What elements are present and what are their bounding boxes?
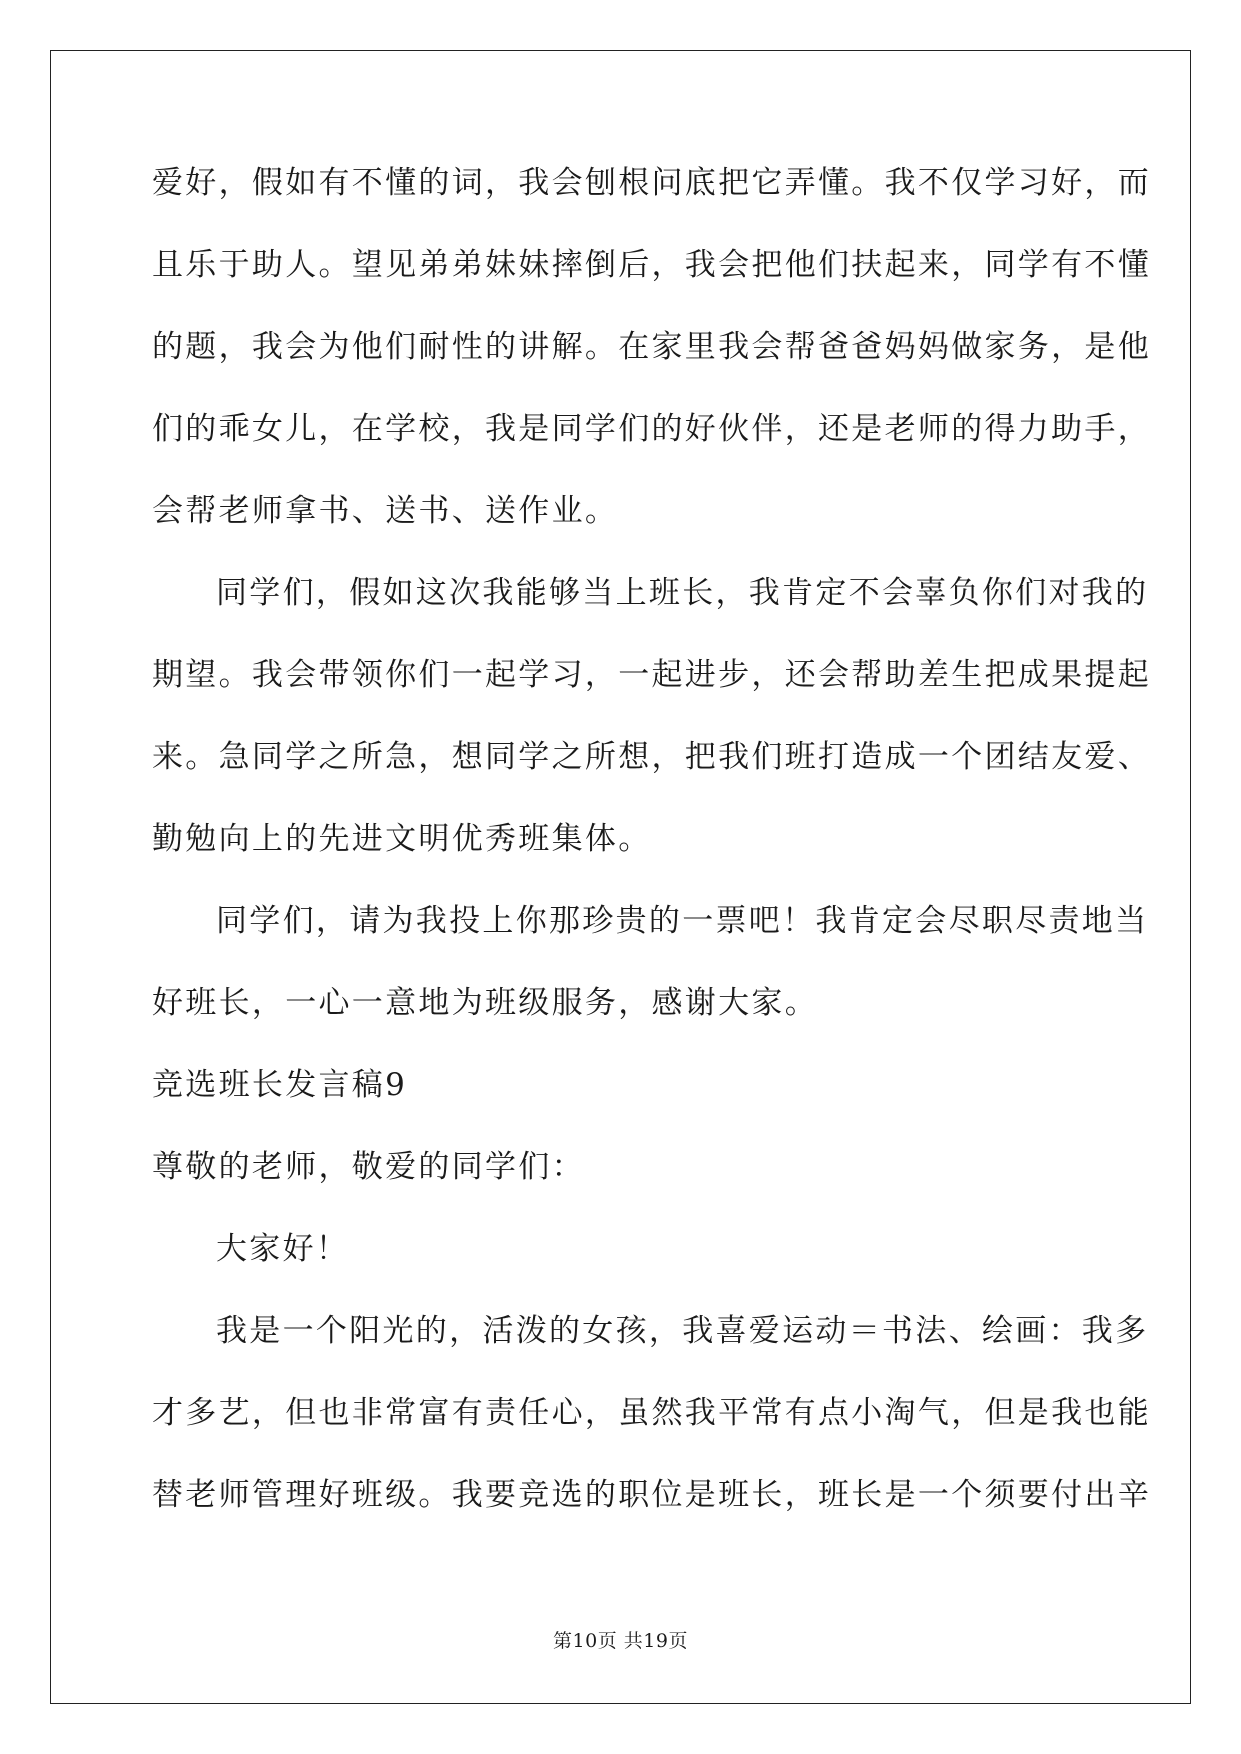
greeting: 大家好！ <box>216 1231 350 1267</box>
body-line: 会帮老师拿书、送书、送作业。 <box>152 493 619 529</box>
body-line: 勤勉向上的先进文明优秀班集体。 <box>152 821 652 857</box>
body-line: 且乐于助人。望见弟弟妹妹摔倒后，我会把他们扶起来，同学有不懂 <box>152 247 1151 283</box>
document-body <box>152 165 1151 1559</box>
body-line: 期望。我会带领你们一起学习，一起进步，还会帮助差生把成果提起 <box>152 657 1151 693</box>
section-heading: 竞选班长发言稿9 <box>152 1067 408 1103</box>
page-number-footer: 第10页 共19页 <box>553 1630 688 1652</box>
body-line: 替老师管理好班级。我要竞选的职位是班长，班长是一个须要付出辛 <box>152 1477 1151 1513</box>
body-line: 好班长，一心一意地为班级服务，感谢大家。 <box>152 985 818 1021</box>
body-line: 来。急同学之所急，想同学之所想，把我们班打造成一个团结友爱、 <box>152 739 1151 775</box>
body-line: 才多艺，但也非常富有责任心，虽然我平常有点小淘气，但是我也能 <box>152 1395 1151 1431</box>
body-line: 的题，我会为他们耐性的讲解。在家里我会帮爸爸妈妈做家务，是他 <box>152 329 1151 365</box>
paragraph-start-line: 同学们，假如这次我能够当上班长，我肯定不会辜负你们对我的 <box>216 575 1149 611</box>
body-line: 们的乖女儿，在学校，我是同学们的好伙伴，还是老师的得力助手， <box>152 411 1151 447</box>
salutation: 尊敬的老师，敬爱的同学们： <box>152 1149 585 1185</box>
paragraph-start-line: 我是一个阳光的，活泼的女孩，我喜爱运动＝书法、绘画：我多 <box>216 1313 1149 1349</box>
body-line: 爱好，假如有不懂的词，我会刨根问底把它弄懂。我不仅学习好，而 <box>152 165 1151 201</box>
paragraph-start-line: 同学们，请为我投上你那珍贵的一票吧！我肯定会尽职尽责地当 <box>216 903 1149 939</box>
